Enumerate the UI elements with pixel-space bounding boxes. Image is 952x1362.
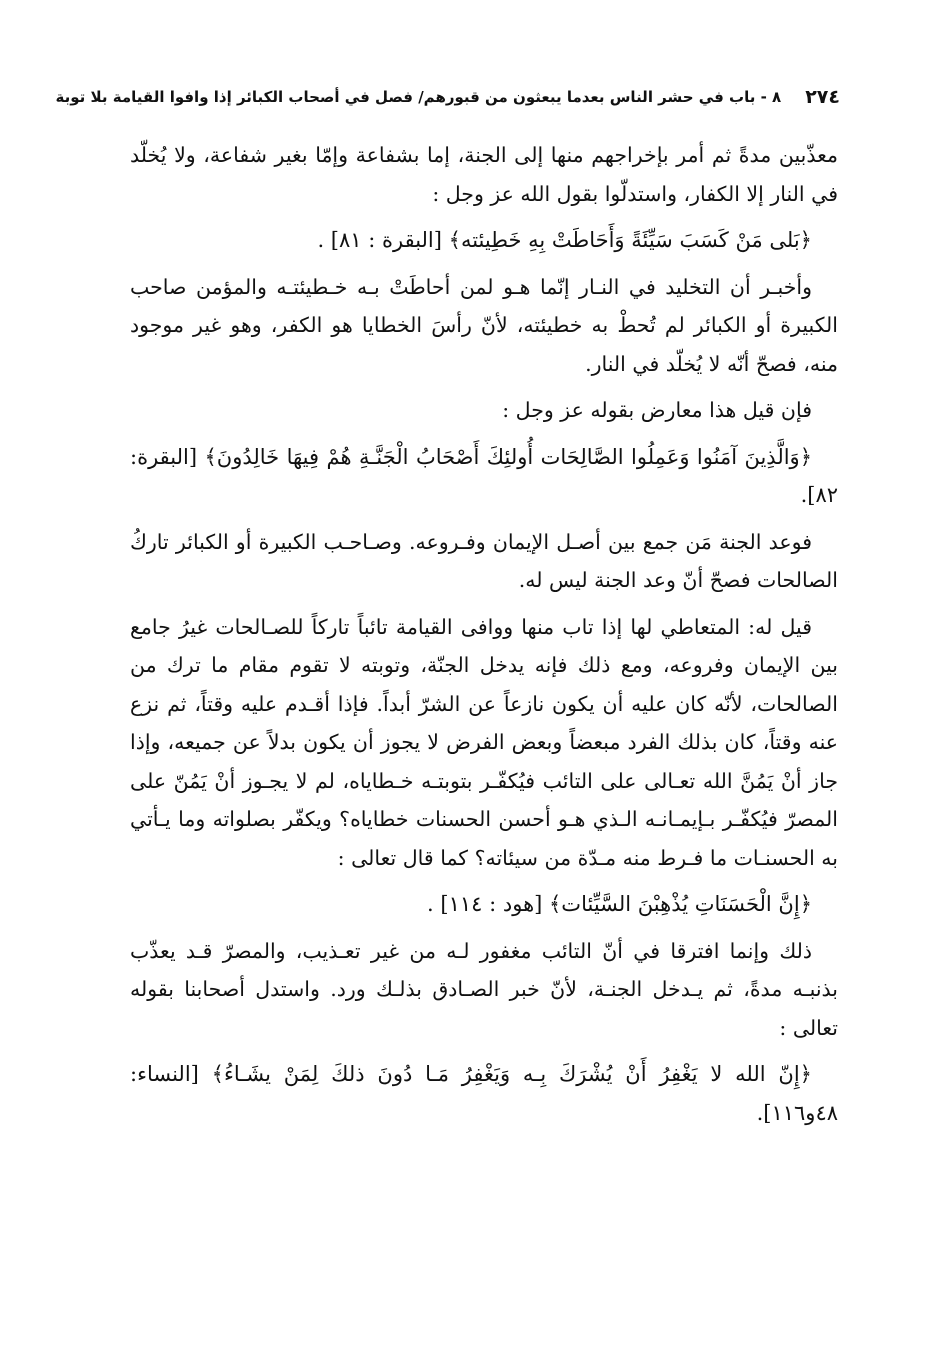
page-number: ٢٧٤ (805, 86, 840, 108)
paragraph: وأخبـر أن التخليد في النـار إنّما هـو لمن أحاطَتْ بـه خـطيئتـه والمؤمن صاحب الكبيرة أو الكبائر لم تُحطْ به خطيئته، لأنّ رأسَ الخطايا هو الكفر، وهو غير موجود منه، فصحّ أنّه لا يُخلّد في النار. (130, 274, 838, 376)
quran-verse: ﴿وَالَّذِينَ آمَنُوا وَعَمِلُوا الصَّالِحَات أُولئِكَ أَصْحَابُ الْجَنَّـةِ هُمْ فِيهَا خَالِدُونَ﴾ [البقرة: ٨٢]. (130, 444, 838, 507)
running-header (55, 82, 840, 112)
paragraph: معذّبين مدةً ثم أمر بإخراجهم منها إلى الجنة، إما بشفاعة وإمّا بغير شفاعة، ولا يُخلّد في النار إلا الكفار، واستدلّوا بقول الله عز وجل : (130, 143, 838, 206)
chapter-title: ٨ - باب في حشر الناس بعدما يبعثون من قبورهم/ فصل في أصحاب الكبائر إذا وافوا القيامة بلا توبة (55, 88, 782, 106)
quran-verse: ﴿بَلى مَنْ كَسَبَ سَيِّئَةً وَأَحَاطَتْ بِهِ خَطِيئته﴾ [البقرة : ٨١] . (317, 228, 812, 252)
quran-verse: ﴿إِنَّ الْحَسَنَاتِ يُذْهِبْنَ السَّيِّئات﴾ [هود : ١١٤] . (427, 892, 812, 916)
body-text (130, 136, 838, 1140)
quran-verse: ﴿إِنّ الله لا يَغْفِرُ أَنْ يُشْرَكَ بِـه وَيَغْفِرُ مَـا دُونَ ذلكَ لِمَنْ يشَـاءُ﴾ [النساء: ٤٨و١١٦]. (130, 1062, 838, 1125)
paragraph: ذلك وإنما افترقا في أنّ التائب مغفور لـه من غير تعـذيب، والمصرّ قـد يعذّب بذنبـه مدةً، ثم يـدخل الجنـة، لأنّ خبر الصـادق بذلـك ورد. واستدل أصحابنا بقوله تعالى : (130, 938, 838, 1040)
paragraph: قيل له: المتعاطي لها إذا تاب منها ووافى القيامة تائباً تاركاً للصـالحات غيرُ جامع بين الإيمان وفروعه، ومع ذلك فإنه يدخل الجنّة، وتوبته لا تقوم مقام ما ترك من الصالحات، لأنّه كان عليه أن يكون نازعاً عن الشرّ أبداً. فإذا أقـدم عليه وقتاً، ثم نزع عنه وقتاً، كان بذلك الفرد مبعضاً وبعض الفرض لا يجوز أن يكون بدلاً عن جميعه، وإذا جاز أنْ يَمُنَّ الله تعـالى على التائب فيُكفّـر بتوبتـه خـطاياه، لم لا يجـوز أنْ يَمُنّ على المصرّ فيُكفّـر بـإيمـانـه الـذي هـو أحسن الحسنات خطاياه؟ ويكفّر بصلواته وما يـأتي به الحسنـات ما فـرط منه مـدّة من سيئاته؟ كما قال تعالى : (130, 614, 838, 870)
paragraph: فإن قيل هذا معارض بقوله عز وجل : (502, 398, 812, 422)
paragraph: فوعد الجنة مَن جمع بين أصـل الإيمان وفـروعه. وصـاحـب الكبيرة أو الكبائر تاركُ الصالحات فصحّ أنّ وعد الجنة ليس له. (130, 529, 838, 592)
